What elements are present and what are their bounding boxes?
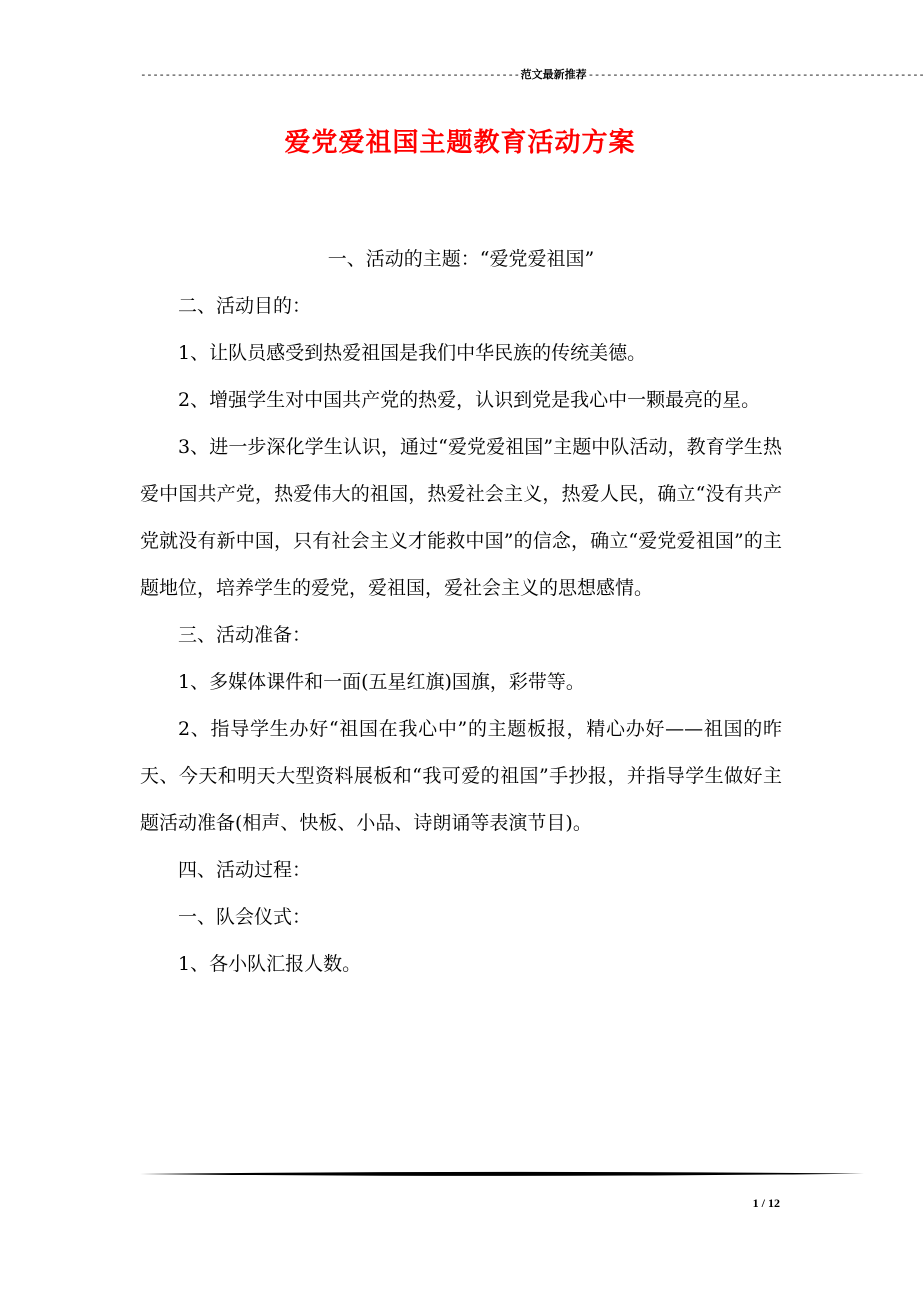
document-body [140,236,782,988]
paragraph-heading-purpose: 二、活动目的： [178,295,312,317]
footer-divider [140,1171,864,1177]
header-dash-right: ------------------------------------------------------- [587,68,924,81]
paragraph-heading-ceremony: 一、队会仪式： [178,906,312,928]
paragraph-heading-process: 四、活动过程： [178,859,312,881]
page-number: 1 / 12 [752,1196,780,1210]
header-dash-left: -------------------------------------------------------------- [140,68,520,81]
paragraph-heading-preparation: 三、活动准备： [178,624,312,646]
page-header [140,68,924,82]
paragraph-preparation-1: 1、多媒体课件和一面(五星红旗)国旗，彩带等。 [178,671,585,693]
paragraph-purpose-3: 3、进一步深化学生认识，通过“爱党爱祖国”主题中队活动，教育学生热爱中国共产党，热爱伟大的祖国，热爱社会主义，热爱人民，确立“没有共产党就没有新中国，只有社会主义才能救中国”的信念，确立“爱党爱祖国”的主题地位，培养学生的爱党，爱祖国，爱社会主义的思想感情。 [140,436,782,599]
paragraph-theme: 一、活动的主题：“爱党爱祖国” [327,248,595,270]
document-title: 爱党爱祖国主题教育活动方案 [284,128,636,158]
paragraph-purpose-1: 1、让队员感受到热爱祖国是我们中华民族的传统美德。 [178,342,647,364]
paragraph-purpose-2: 2、增强学生对中国共产党的热爱，认识到党是我心中一颗最亮的星。 [178,389,761,411]
paragraph-ceremony-1: 1、各小队汇报人数。 [178,953,362,975]
paragraph-preparation-2: 2、指导学生办好“祖国在我心中”的主题板报，精心办好——祖国的昨天、今天和明天大型资料展板和“我可爱的祖国”手抄报，并指导学生做好主题活动准备(相声、快板、小品、诗朗诵等表演节目)。 [140,718,782,834]
header-label: 范文最新推荐 [520,68,587,81]
